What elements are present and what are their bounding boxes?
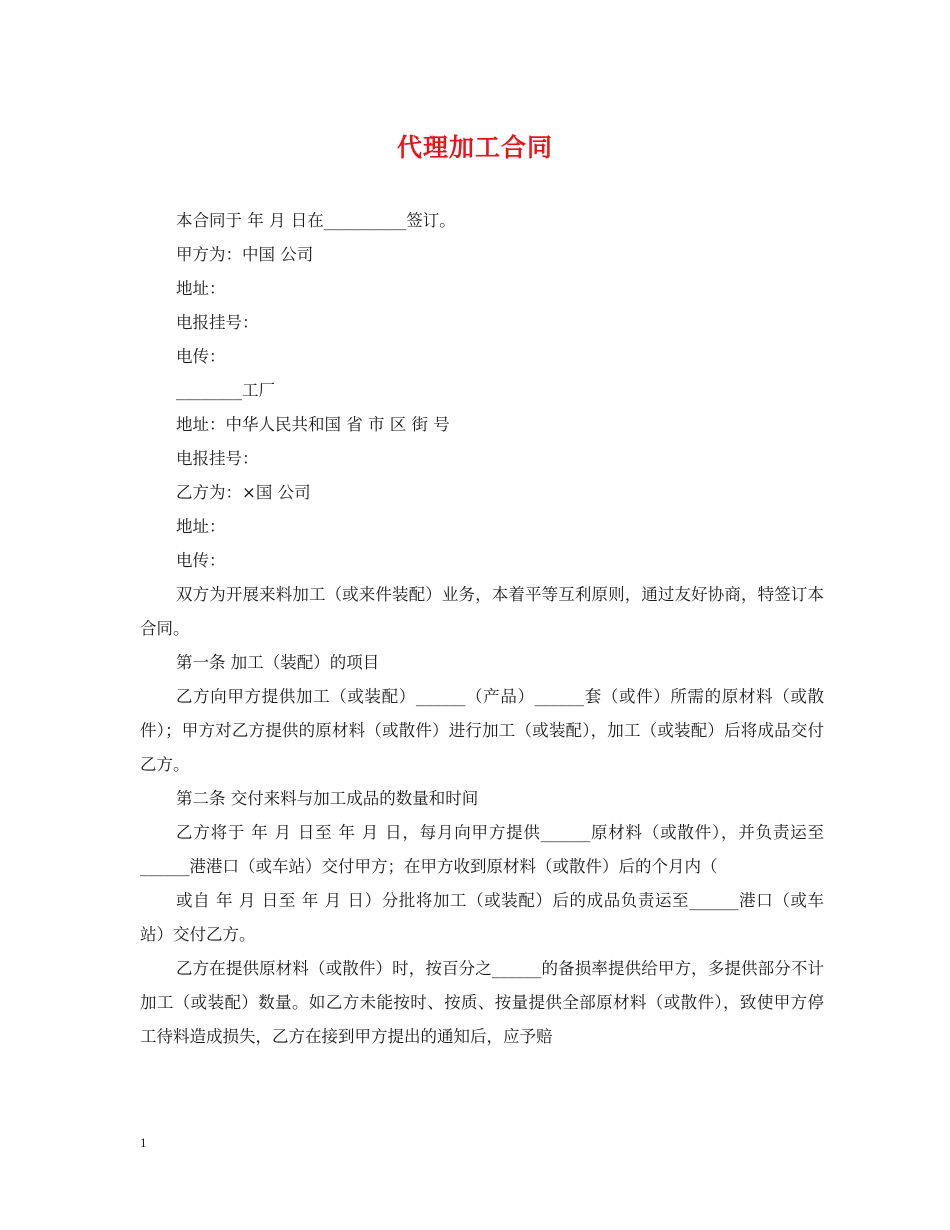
section-heading: 第一条 加工（装配）的项目 [176, 653, 380, 672]
paragraph: 地址： [176, 517, 226, 536]
paragraph: 地址：中华人民共和国 省 市 区 街 号 [176, 415, 450, 434]
section-heading: 第二条 交付来料与加工成品的数量和时间 [176, 789, 479, 808]
paragraph: 乙方将于 年 月 日至 年 月 日，每月向甲方提供______原材料（或散件），并负责运至______港港口（或车站）交付甲方；在甲方收到原材料（或散件）后的个月内（ [140, 823, 824, 876]
paragraph: 电报挂号： [176, 449, 259, 468]
paragraph: 甲方为：中国 公司 [176, 245, 314, 264]
paragraph: 乙方在提供原材料（或散件）时，按百分之______的备损率提供给甲方，多提供部分不计加工（或装配）数量。如乙方未能按时、按质、按量提供全部原材料（或散件），致使甲方停工待料造成损失，乙方在接到甲方提出的通知后，应予赔 [140, 959, 824, 1046]
paragraph: 电传： [176, 551, 226, 570]
paragraph: ________工厂 [176, 381, 275, 400]
document-title: 代理加工合同 [396, 133, 553, 162]
paragraph: 本合同于 年 月 日在__________签订。 [176, 211, 456, 230]
paragraph: 电报挂号： [176, 313, 259, 332]
paragraph: 乙方为：×国 公司 [176, 483, 311, 502]
document-body [140, 204, 824, 1054]
paragraph: 双方为开展来料加工（或来件装配）业务，本着平等互利原则，通过友好协商，特签订本合同。 [140, 585, 824, 638]
page-number: 1 [140, 1135, 147, 1150]
paragraph: 或自 年 月 日至 年 月 日）分批将加工（或装配）后的成品负责运至______港口（或车站）交付乙方。 [140, 891, 824, 944]
paragraph: 电传： [176, 347, 226, 366]
paragraph: 地址： [176, 279, 226, 298]
paragraph: 乙方向甲方提供加工（或装配）______（产品）______套（或件）所需的原材料（或散件）；甲方对乙方提供的原材料（或散件）进行加工（或装配），加工（或装配）后将成品交付乙方。 [140, 687, 824, 774]
